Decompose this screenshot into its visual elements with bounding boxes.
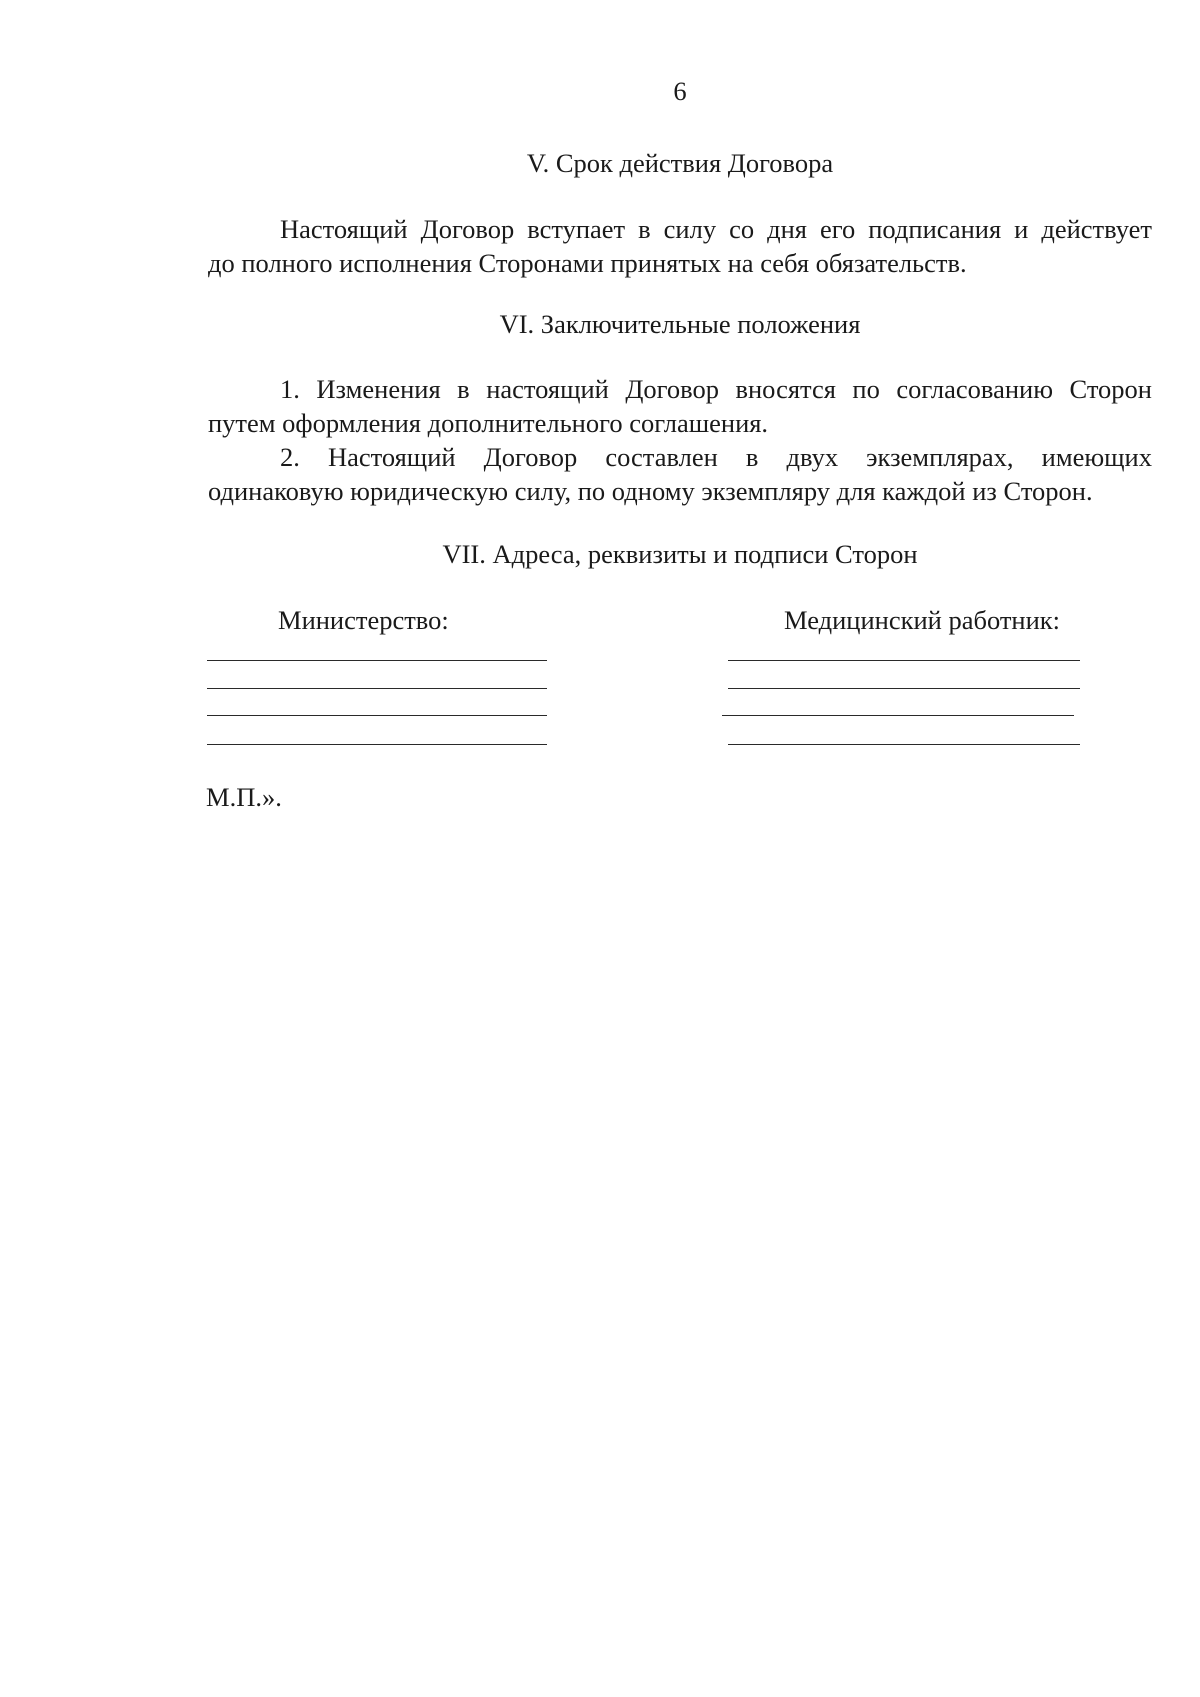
section-7-heading: VII. Адреса, реквизиты и подписи Сторон	[442, 539, 918, 569]
worker-signature-line-4	[728, 744, 1080, 745]
ministry-signature-line-4	[207, 744, 547, 745]
section-6-item-2	[208, 440, 1152, 508]
stamp-mark: М.П.».	[206, 782, 282, 812]
section-6-item-1	[208, 372, 1152, 440]
section-6-item-1-line-2: путем оформления дополнительного соглашения.	[208, 408, 769, 438]
worker-signature-line-3	[722, 715, 1074, 716]
worker-signature-line-2	[728, 688, 1080, 689]
ministry-label: Министерство:	[278, 605, 449, 635]
ministry-signature-line-1	[207, 660, 547, 661]
ministry-signature-line-2	[207, 688, 547, 689]
section-6-item-2-line-1: 2. Настоящий Договор составлен в двух экземплярах, имеющих	[280, 442, 1152, 472]
section-5-heading: V. Срок действия Договора	[526, 148, 834, 178]
section-5-paragraph	[208, 212, 1152, 280]
section-6-heading: VI. Заключительные положения	[499, 309, 861, 339]
worker-signature-line-1	[728, 660, 1080, 661]
section-5-line-1: Настоящий Договор вступает в силу со дня его подписания и действует	[280, 214, 1152, 244]
medical-worker-label: Медицинский работник:	[784, 605, 1061, 635]
page-number: 6	[673, 76, 687, 106]
ministry-signature-line-3	[207, 715, 547, 716]
section-6-item-2-line-2: одинаковую юридическую силу, по одному экземпляру для каждой из Сторон.	[208, 476, 1093, 506]
section-6-item-1-line-1: 1. Изменения в настоящий Договор вносятся по согласованию Сторон	[280, 374, 1152, 404]
section-5-line-2: до полного исполнения Сторонами принятых на себя обязательств.	[208, 248, 967, 278]
